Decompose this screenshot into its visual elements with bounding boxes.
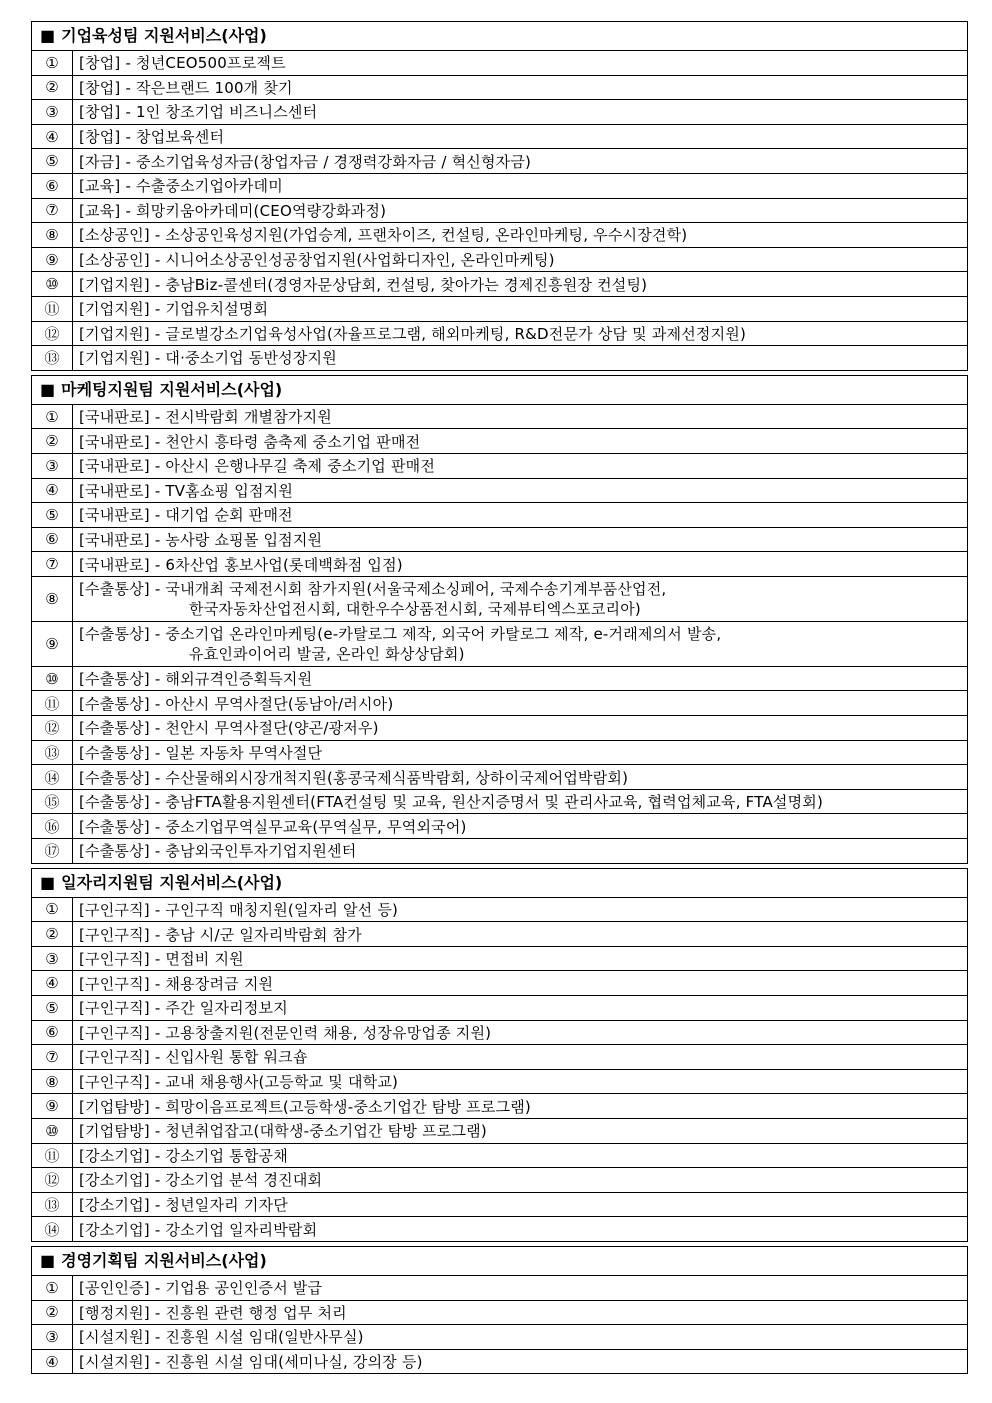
item-text-cell: [구인구직] - 고용창출지원(전문인력 채용, 성장유망업종 지원) [73, 1020, 968, 1045]
item-text-cell: [창업] - 작은브랜드 100개 찾기 [73, 75, 968, 100]
square-bullet-icon: ■ [40, 26, 56, 45]
item-text-cell: [국내판로] - 아산시 은행나무길 축제 중소기업 판매전 [73, 453, 968, 478]
item-text-cell: [수출통상] - 일본 자동차 무역사절단 [73, 740, 968, 765]
section-title: 기업육성팀 지원서비스(사업) [61, 26, 267, 45]
service-section-table [31, 375, 968, 864]
item-text-cell: [국내판로] - 전시박람회 개별참가지원 [73, 404, 968, 429]
table-row [32, 1275, 968, 1300]
table-row [32, 691, 968, 716]
table-row [32, 404, 968, 429]
table-row [32, 1020, 968, 1045]
item-number: ⑦ [32, 552, 73, 577]
item-number: ② [32, 429, 73, 454]
item-text-cell: [창업] - 1인 창조기업 비즈니스센터 [73, 100, 968, 125]
item-text-line2: 한국자동차산업전시회, 대한우수상품전시회, 국제뷰티엑스포코리아) [189, 599, 641, 618]
table-row [32, 1325, 968, 1350]
section-header [32, 1246, 968, 1275]
square-bullet-icon: ■ [40, 379, 56, 399]
item-number: ⑭ [32, 1217, 73, 1242]
item-number: ④ [32, 124, 73, 149]
table-row [32, 666, 968, 691]
item-text-cell: [자금] - 중소기업육성자금(창업자금 / 경쟁력강화자금 / 혁신형자금) [73, 149, 968, 174]
section-header [32, 375, 968, 404]
item-text-cell: [기업탐방] - 희망이음프로젝트(고등학생-중소기업간 탐방 프로그램) [73, 1094, 968, 1119]
item-text-cell: [기업지원] - 기업유치설명회 [73, 296, 968, 321]
table-row [32, 996, 968, 1021]
item-text-cell: [창업] - 청년CEO500프로젝트 [73, 51, 968, 76]
table-row [32, 247, 968, 272]
table-row [32, 51, 968, 76]
item-text-cell: [구인구직] - 교내 채용행사(고등학교 및 대학교) [73, 1069, 968, 1094]
section-header [32, 22, 968, 51]
table-row [32, 124, 968, 149]
item-text-cell: [국내판로] - 대기업 순회 판매전 [73, 503, 968, 528]
item-number: ⑨ [32, 621, 73, 666]
table-row [32, 527, 968, 552]
section-title: 경영기획팀 지원서비스(사업) [61, 1250, 267, 1270]
item-number: ① [32, 51, 73, 76]
table-row [32, 765, 968, 790]
item-number: ⑧ [32, 223, 73, 248]
table-row [32, 503, 968, 528]
item-number: ⑦ [32, 1045, 73, 1070]
item-number: ③ [32, 1325, 73, 1350]
item-text-cell: [수출통상] - 해외규격인증획득지원 [73, 666, 968, 691]
item-number: ⑪ [32, 1143, 73, 1168]
item-text-cell: [구인구직] - 신입사원 통합 워크숍 [73, 1045, 968, 1070]
item-text-cell: [수출통상] - 수산물해외시장개척지원(홍콩국제식품박람회, 상하이국제어업박람회) [73, 765, 968, 790]
item-number: ⑭ [32, 765, 73, 790]
table-row [32, 1143, 968, 1168]
item-number: ② [32, 922, 73, 947]
item-number: ⑬ [32, 1192, 73, 1217]
item-number: ⑫ [32, 321, 73, 346]
item-text-cell [73, 576, 968, 621]
item-text-cell: [국내판로] - 천안시 흥타령 춤축제 중소기업 판매전 [73, 429, 968, 454]
item-text-cell: [국내판로] - 농사랑 쇼핑몰 입점지원 [73, 527, 968, 552]
table-row [32, 346, 968, 371]
item-text-cell: [강소기업] - 강소기업 분석 경진대회 [73, 1168, 968, 1193]
item-text-cell: [강소기업] - 강소기업 통합공채 [73, 1143, 968, 1168]
item-number: ③ [32, 453, 73, 478]
table-row [32, 1069, 968, 1094]
item-text-cell: [국내판로] - TV홈쇼핑 입점지원 [73, 478, 968, 503]
table-row [32, 321, 968, 346]
service-section-table [31, 868, 968, 1242]
document-page [31, 21, 968, 1378]
item-text-cell: [교육] - 수출중소기업아카데미 [73, 173, 968, 198]
item-number: ④ [32, 1349, 73, 1374]
item-number: ⑫ [32, 1168, 73, 1193]
item-number: ⑤ [32, 996, 73, 1021]
table-row [32, 453, 968, 478]
table-row [32, 839, 968, 864]
item-text-cell: [구인구직] - 채용장려금 지원 [73, 971, 968, 996]
section-header [32, 868, 968, 897]
item-number: ⑨ [32, 247, 73, 272]
table-row [32, 149, 968, 174]
section-title: 마케팅지원팀 지원서비스(사업) [61, 379, 283, 399]
item-number: ⑩ [32, 1118, 73, 1143]
table-row [32, 946, 968, 971]
table-row [32, 173, 968, 198]
item-text-cell: [창업] - 창업보육센터 [73, 124, 968, 149]
table-row [32, 272, 968, 297]
item-text-cell: [구인구직] - 구인구직 매칭지원(일자리 알선 등) [73, 897, 968, 922]
table-row [32, 1300, 968, 1325]
item-text-cell: [강소기업] - 강소기업 일자리박람회 [73, 1217, 968, 1242]
item-text-cell: [공인인증] - 기업용 공인인증서 발급 [73, 1275, 968, 1300]
item-number: ① [32, 897, 73, 922]
item-number: ⑥ [32, 527, 73, 552]
item-number: ⑧ [32, 1069, 73, 1094]
item-text-cell: [구인구직] - 면접비 지원 [73, 946, 968, 971]
table-row [32, 1168, 968, 1193]
item-text-cell: [기업지원] - 충남Biz-콜센터(경영자문상담회, 컨설팅, 찾아가는 경제진흥원장 컨설팅) [73, 272, 968, 297]
square-bullet-icon: ■ [40, 872, 56, 892]
item-text-cell: [수출통상] - 아산시 무역사절단(동남아/러시아) [73, 691, 968, 716]
item-text-cell: [시설지원] - 진흥원 시설 임대(세미나실, 강의장 등) [73, 1349, 968, 1374]
item-text-line1: [수출통상] - 중소기업 온라인마케팅(e-카탈로그 제작, 외국어 카탈로그 제작, e-거래제의서 발송, [79, 624, 722, 643]
item-number: ⑨ [32, 1094, 73, 1119]
item-text-cell: [수출통상] - 충남외국인투자기업지원센터 [73, 839, 968, 864]
item-number: ① [32, 404, 73, 429]
service-section-table [31, 1246, 968, 1374]
item-text-cell: [구인구직] - 충남 시/군 일자리박람회 참가 [73, 922, 968, 947]
item-number: ⑪ [32, 296, 73, 321]
table-row [32, 296, 968, 321]
table-row [32, 814, 968, 839]
table-row [32, 971, 968, 996]
item-number: ⑦ [32, 198, 73, 223]
table-row [32, 1192, 968, 1217]
item-number: ⑥ [32, 173, 73, 198]
item-number: ⑮ [32, 789, 73, 814]
service-section-table [31, 21, 968, 371]
table-row [32, 100, 968, 125]
item-text-cell: [기업지원] - 글로벌강소기업육성사업(자율프로그램, 해외마케팅, R&D전문가 상담 및 과제선정지원) [73, 321, 968, 346]
table-row [32, 223, 968, 248]
table-row [32, 1349, 968, 1374]
item-number: ③ [32, 100, 73, 125]
table-row [32, 922, 968, 947]
item-text-cell: [수출통상] - 천안시 무역사절단(양곤/광저우) [73, 716, 968, 741]
item-number: ⑤ [32, 149, 73, 174]
item-number: ④ [32, 478, 73, 503]
table-row [32, 75, 968, 100]
item-text-cell: [기업지원] - 대·중소기업 동반성장지원 [73, 346, 968, 371]
item-number: ⑥ [32, 1020, 73, 1045]
table-row [32, 552, 968, 577]
item-number: ⑬ [32, 740, 73, 765]
square-bullet-icon: ■ [40, 1250, 56, 1270]
table-row [32, 576, 968, 621]
table-row [32, 1217, 968, 1242]
item-number: ⑰ [32, 839, 73, 864]
item-number: ⑯ [32, 814, 73, 839]
item-text-cell: [소상공인] - 소상공인육성지원(가업승계, 프랜차이즈, 컨설팅, 온라인마케팅, 우수시장견학) [73, 223, 968, 248]
table-row [32, 621, 968, 666]
table-row [32, 789, 968, 814]
item-number: ⑧ [32, 576, 73, 621]
table-row [32, 198, 968, 223]
item-text-cell: [행정지원] - 진흥원 관련 행정 업무 처리 [73, 1300, 968, 1325]
table-row [32, 716, 968, 741]
item-number: ② [32, 75, 73, 100]
item-number: ② [32, 1300, 73, 1325]
item-number: ③ [32, 946, 73, 971]
item-text-cell: [교육] - 희망키움아카데미(CEO역량강화과정) [73, 198, 968, 223]
section-title: 일자리지원팀 지원서비스(사업) [61, 872, 283, 892]
item-number: ⑫ [32, 716, 73, 741]
item-text-line2: 유효인콰이어리 발굴, 온라인 화상상담회) [189, 644, 465, 663]
item-text-cell: [강소기업] - 청년일자리 기자단 [73, 1192, 968, 1217]
table-row [32, 1118, 968, 1143]
item-number: ⑩ [32, 272, 73, 297]
item-number: ⑬ [32, 346, 73, 371]
table-row [32, 429, 968, 454]
table-row [32, 1094, 968, 1119]
item-number: ① [32, 1275, 73, 1300]
item-text-cell: [수출통상] - 충남FTA활용지원센터(FTA컨설팅 및 교육, 원산지증명서 및 관리사교육, 협력업체교육, FTA설명회) [73, 789, 968, 814]
item-number: ⑤ [32, 503, 73, 528]
table-row [32, 897, 968, 922]
item-text-cell [73, 621, 968, 666]
item-number: ⑪ [32, 691, 73, 716]
item-text-cell: [소상공인] - 시니어소상공인성공창업지원(사업화디자인, 온라인마케팅) [73, 247, 968, 272]
table-row [32, 740, 968, 765]
item-text-cell: [국내판로] - 6차산업 홍보사업(롯데백화점 입점) [73, 552, 968, 577]
item-number: ④ [32, 971, 73, 996]
item-text-cell: [구인구직] - 주간 일자리정보지 [73, 996, 968, 1021]
item-number: ⑩ [32, 666, 73, 691]
table-row [32, 1045, 968, 1070]
table-row [32, 478, 968, 503]
item-text-cell: [수출통상] - 중소기업무역실무교육(무역실무, 무역외국어) [73, 814, 968, 839]
item-text-cell: [기업탐방] - 청년취업잡고(대학생-중소기업간 탐방 프로그램) [73, 1118, 968, 1143]
item-text-cell: [시설지원] - 진흥원 시설 임대(일반사무실) [73, 1325, 968, 1350]
item-text-line1: [수출통상] - 국내개최 국제전시회 참가지원(서울국제소싱페어, 국제수송기계부품산업전, [79, 579, 667, 598]
